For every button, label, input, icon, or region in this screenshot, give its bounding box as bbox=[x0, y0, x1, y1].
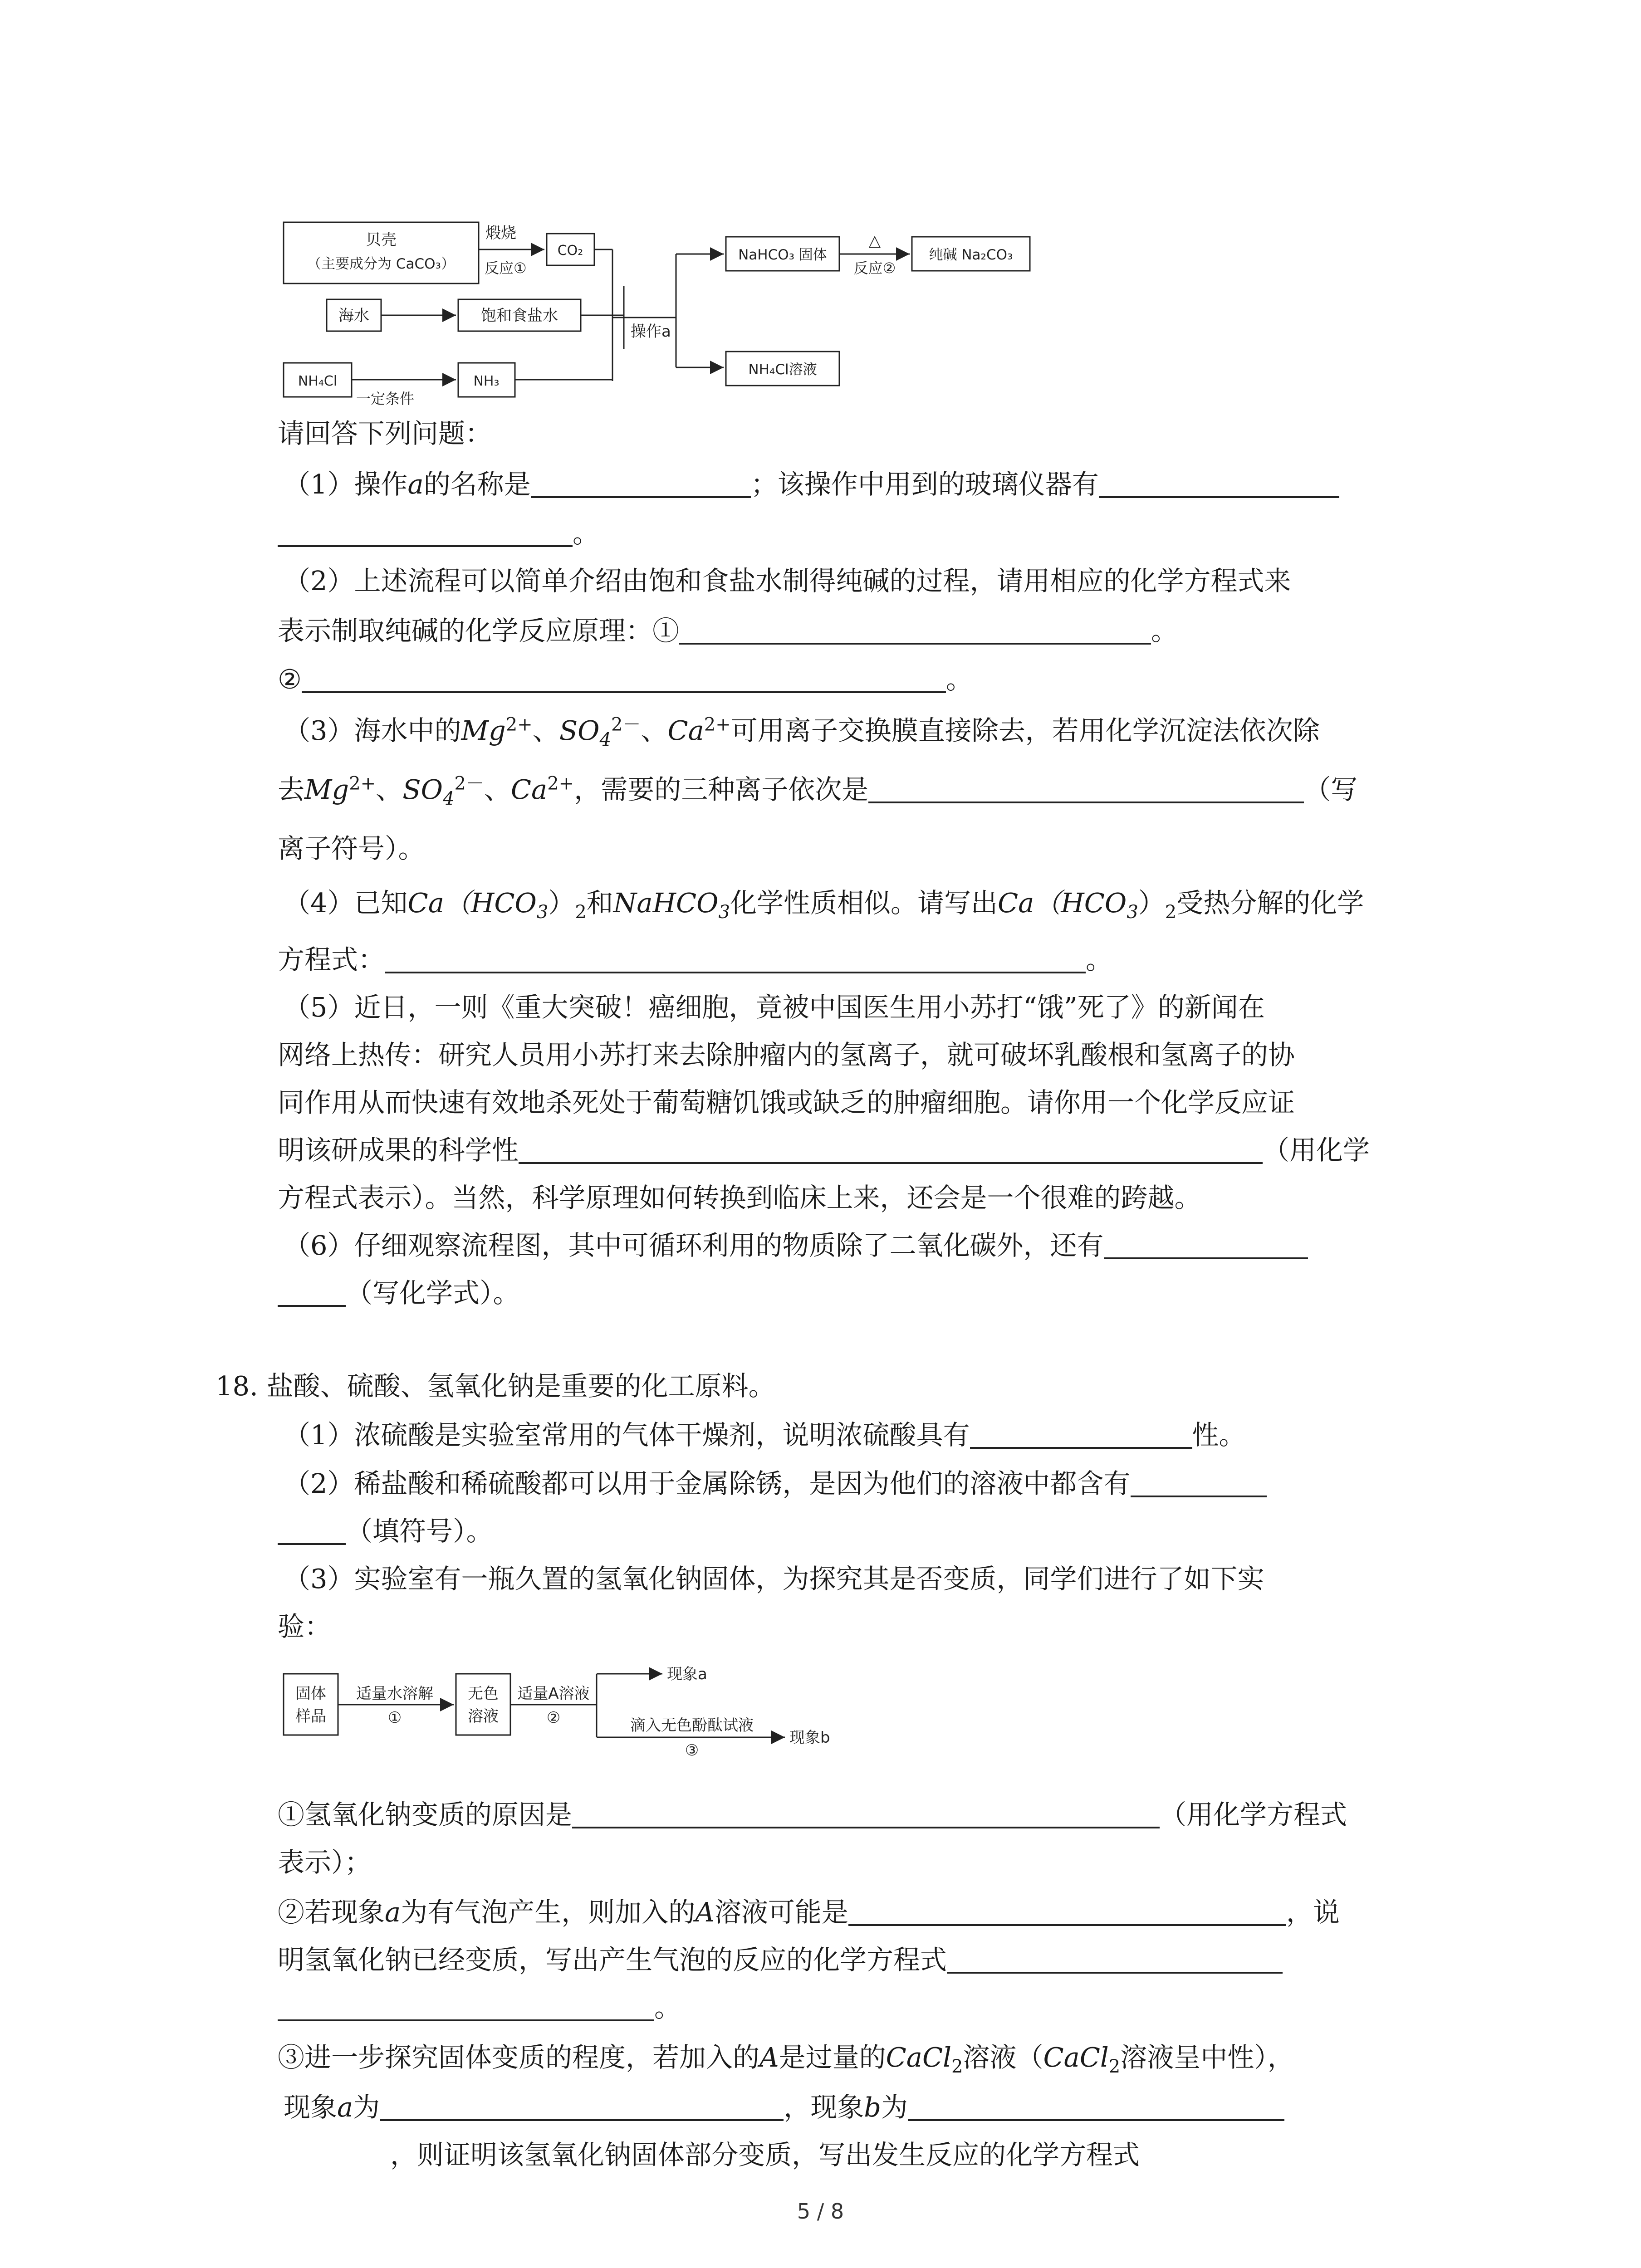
q18-sub2-line3: 。 bbox=[278, 1991, 681, 2024]
q17-part2-line2: 表示制取纯碱的化学反应原理：① 。 bbox=[278, 615, 1178, 646]
answer-blank-18-s2a[interactable] bbox=[848, 1897, 1286, 1926]
co2-label: CO₂ bbox=[557, 243, 583, 259]
phenomenon-b-label: 现象b bbox=[789, 1729, 830, 1747]
answer-blank-18-s3b[interactable] bbox=[908, 2092, 1284, 2121]
q17-part5-line1: （5）近日，一则《重大突破！癌细胞，竟被中国医生用小苏打“饿”死了》的新闻在 bbox=[284, 992, 1265, 1023]
condition-label: 一定条件 bbox=[356, 390, 415, 407]
q17-intro: 请回答下列问题： bbox=[278, 418, 492, 449]
q17-part3-line2: 去$Mg^{2+}$、$SO_4^{2-}$、$Ca^{2+}$，需要的三种离子依次是 （写 bbox=[278, 773, 1358, 809]
naoh-experiment-flowchart bbox=[277, 1665, 885, 1787]
q17-part6-line1: （6）仔细观察流程图，其中可循环利用的物质除了二氧化碳外，还有 bbox=[284, 1229, 1308, 1262]
q17-part2-line1: （2）上述流程可以简单介绍由饱和食盐水制得纯碱的过程，请用相应的化学方程式来 bbox=[284, 565, 1291, 596]
q17-part1: （1）操作a的名称是 ；该操作中用到的玻璃仪器有 bbox=[284, 468, 1339, 501]
step1-label: ① bbox=[387, 1709, 402, 1727]
answer-blank-18-s3a[interactable] bbox=[380, 2092, 784, 2121]
answer-blank-5[interactable] bbox=[519, 1135, 1263, 1164]
answer-blank-3[interactable] bbox=[868, 774, 1304, 803]
q17-part2-line3: ② 。 bbox=[278, 664, 973, 695]
q17-part5-line5: 方程式表示）。当然，科学原理如何转换到临床上来，还会是一个很难的跨越。 bbox=[278, 1182, 1201, 1213]
answer-blank-1b[interactable] bbox=[1099, 469, 1339, 498]
q17-part1-cont: 。 bbox=[278, 517, 599, 550]
q18-sub2-line2: 明氢氧化钠已经变质，写出产生气泡的反应的化学方程式 bbox=[278, 1944, 1283, 1976]
answer-blank-6a[interactable] bbox=[1104, 1230, 1308, 1259]
colorless-label-1: 无色 bbox=[468, 1685, 499, 1703]
reaction2-label: 反应② bbox=[853, 259, 896, 277]
seawater-label: 海水 bbox=[338, 307, 369, 325]
soda-production-flowchart bbox=[277, 218, 1084, 413]
q18-part2-line2: （填符号）。 bbox=[278, 1515, 493, 1548]
nh4cl-solution-label: NH₄Cl溶液 bbox=[748, 362, 817, 378]
answer-blank-1c[interactable] bbox=[278, 518, 573, 547]
answer-blank-18-s1[interactable] bbox=[572, 1799, 1160, 1828]
answer-blank-18-1[interactable] bbox=[970, 1420, 1192, 1449]
page-number: 5 / 8 bbox=[797, 2199, 844, 2224]
reaction1-label: 反应① bbox=[485, 259, 527, 277]
q18-sub3-line3: ，则证明该氢氧化钠固体部分变质，写出发生反应的化学方程式 bbox=[390, 2139, 1140, 2170]
q18-sub2-line1: ②若现象a为有气泡产生，则加入的A溶液可能是 ，说 bbox=[278, 1897, 1340, 1928]
q17-part3-line3: 离子符号）。 bbox=[278, 833, 425, 864]
shell-composition: （主要成分为 CaCO₃） bbox=[307, 256, 455, 272]
colorless-label-2: 溶液 bbox=[468, 1707, 499, 1725]
colorless-solution-box bbox=[456, 1674, 510, 1735]
answer-blank-1a[interactable] bbox=[531, 469, 751, 498]
nh3-label: NH₃ bbox=[473, 373, 500, 389]
q18-sub1-line1: ①氢氧化钠变质的原因是 （用化学方程式 bbox=[278, 1799, 1347, 1830]
nahco3-label: NaHCO₃ 固体 bbox=[738, 247, 827, 263]
q17-part5-line2: 网络上热传：研究人员用小苏打来去除肿瘤内的氢离子，就可破坏乳酸根和氢离子的协 bbox=[278, 1039, 1295, 1070]
q17-part5-line4: 明该研成果的科学性 （用化学 bbox=[278, 1134, 1370, 1166]
q18-part3-line2: 验： bbox=[278, 1611, 332, 1642]
answer-blank-18-2b[interactable] bbox=[278, 1516, 346, 1545]
q18-title: 18. 盐酸、硫酸、氢氧化钠是重要的化工原料。 bbox=[216, 1370, 775, 1402]
answer-blank-2a[interactable] bbox=[679, 616, 1151, 645]
dissolve-label: 适量水溶解 bbox=[356, 1685, 433, 1703]
phenolphthalein-label: 滴入无色酚酞试液 bbox=[630, 1716, 754, 1735]
answer-blank-6b[interactable] bbox=[278, 1278, 346, 1307]
brine-label: 饱和食盐水 bbox=[481, 307, 558, 325]
q18-part1: （1）浓硫酸是实验室常用的气体干燥剂，说明浓硫酸具有 性。 bbox=[284, 1419, 1246, 1451]
q17-part5-line3: 同作用从而快速有效地杀死处于葡萄糖饥饿或缺乏的肿瘤细胞。请你用一个化学反应证 bbox=[278, 1087, 1295, 1118]
answer-blank-18-2a[interactable] bbox=[1131, 1468, 1267, 1497]
q17-part4-line1: （4）已知$Ca(HCO_3)_2$和NaHCO$_3$化学性质相似。请写出$Ca(HCO_3)_2$受热分解的化学 bbox=[284, 887, 1364, 923]
q17-part6-line2: （写化学式）。 bbox=[278, 1277, 520, 1310]
q18-sub1-line2: 表示）； bbox=[278, 1847, 372, 1878]
sample-box bbox=[284, 1674, 338, 1735]
heat-symbol: △ bbox=[868, 232, 881, 250]
sample-label-2: 样品 bbox=[295, 1707, 326, 1725]
q18-sub3-line2: 现象a为 ，现象b为 bbox=[284, 2091, 1284, 2124]
answer-blank-18-s2c[interactable] bbox=[278, 1992, 654, 2021]
phenomenon-a-label: 现象a bbox=[667, 1665, 707, 1683]
answer-blank-2b[interactable] bbox=[302, 664, 946, 693]
step3-label: ③ bbox=[685, 1741, 699, 1760]
step2-label: ② bbox=[546, 1709, 561, 1727]
sample-label-1: 固体 bbox=[295, 1685, 326, 1703]
q17-part4-line2: 方程式： 。 bbox=[278, 944, 1113, 975]
answer-blank-18-s2b[interactable] bbox=[947, 1945, 1283, 1974]
soda-label: 纯碱 Na₂CO₃ bbox=[929, 247, 1013, 263]
q17-part3-line1: （3）海水中的$Mg^{2+}$、$SO_4^{2-}$、$Ca^{2+}$可用离子交换膜直接除去，若用化学沉淀法依次除 bbox=[284, 714, 1320, 750]
q18-sub3-line1: ③进一步探究固体变质的程度，若加入的A是过量的CaCl$_2$溶液（CaCl$_2$溶液呈中性）， bbox=[278, 2042, 1294, 2077]
nh4cl-label: NH₄Cl bbox=[298, 373, 338, 389]
q18-part2-line1: （2）稀盐酸和稀硫酸都可以用于金属除锈，是因为他们的溶液中都含有 bbox=[284, 1467, 1267, 1500]
add-a-label: 适量A溶液 bbox=[517, 1685, 590, 1703]
calcine-label: 煅烧 bbox=[485, 224, 516, 242]
shell-label: 贝壳 bbox=[366, 231, 397, 249]
operation-a-label: 操作a bbox=[631, 323, 671, 341]
answer-blank-4[interactable] bbox=[385, 944, 1086, 973]
q18-part3-line1: （3）实验室有一瓶久置的氢氧化钠固体，为探究其是否变质，同学们进行了如下实 bbox=[284, 1563, 1264, 1594]
